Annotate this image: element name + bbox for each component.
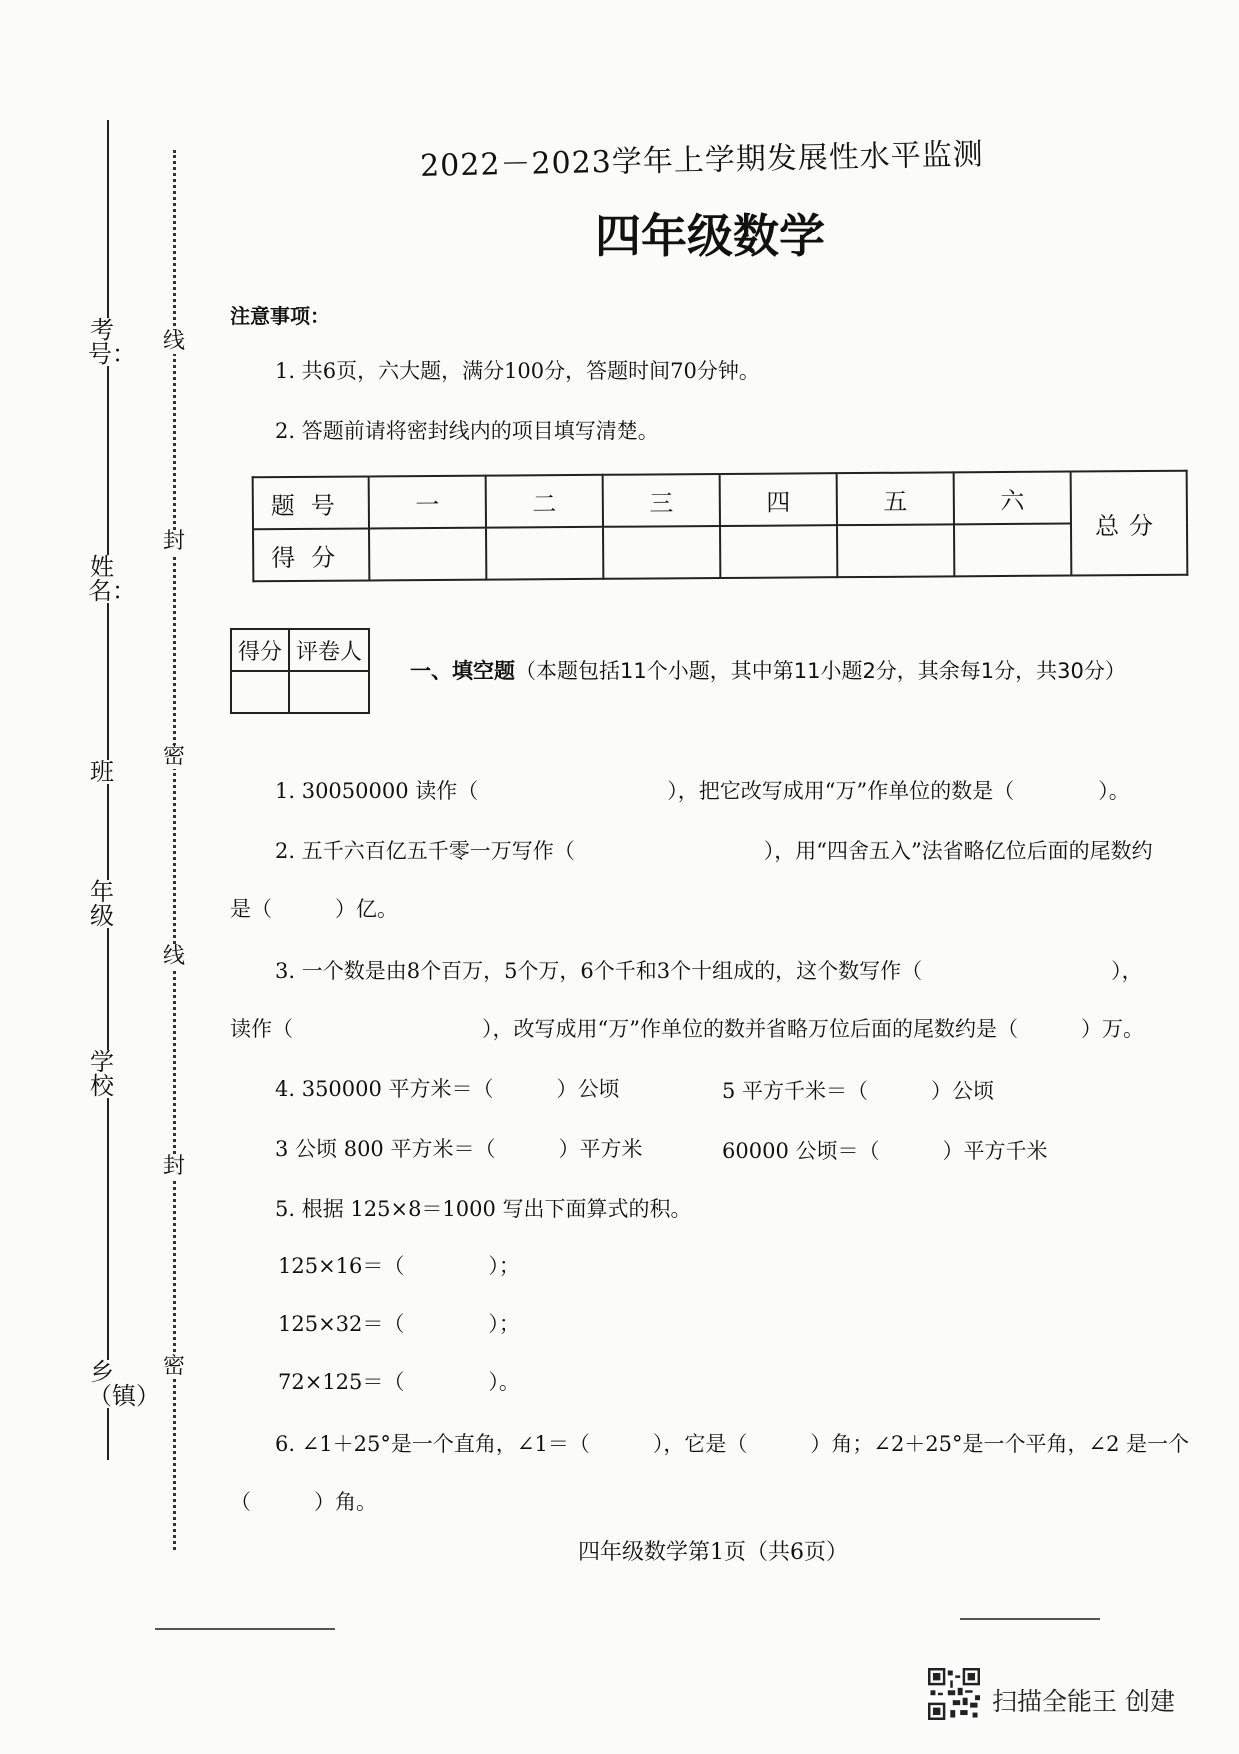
question-5: 5. 根据 125×8＝1000 写出下面算式的积。 (275, 1197, 692, 1221)
page-footer: 四年级数学第1页（共6页） (578, 1540, 848, 1565)
exam-no-label: 考号： (88, 316, 136, 368)
notice-item-1: 1. 共6页，六大题，满分100分，答题时间70分钟。 (275, 359, 760, 383)
question-4d: 60000 公顷＝（ ）平方千米 (722, 1139, 1048, 1163)
section-1-heading (410, 655, 1126, 685)
question-1: 1. 30050000 读作（ ），把它改写成用“万”作单位的数是（ ）。 (275, 779, 1130, 803)
question-3-line-2: 读作（ ），改写成用“万”作单位的数并省略万位后面的尾数约是（ ）万。 (230, 1017, 1144, 1041)
seal-secret-text-2: 密 (160, 1355, 188, 1379)
row-label-number: 题号 (253, 476, 369, 529)
score-cell-3[interactable] (603, 526, 720, 579)
grader-score-cell[interactable] (231, 671, 289, 713)
class-label: 班 (90, 758, 114, 786)
row-label-score: 得分 (253, 528, 369, 581)
seal-seal-text-2: 封 (160, 1155, 188, 1179)
col-5: 五 (837, 472, 954, 525)
question-6-line-1: 6. ∠1＋25°是一个直角，∠1＝（ ），它是（ ）角；∠2＋25°是一个平角，∠2 是一个 (275, 1432, 1190, 1456)
name-label: 姓名： (88, 553, 136, 605)
total-score-label: 总分 (1071, 471, 1188, 576)
grader-score-label: 得分 (231, 629, 289, 671)
bottom-rule-right (960, 1618, 1100, 1620)
seal-line-text-2: 线 (160, 945, 188, 969)
school-label: 学校 (90, 1048, 114, 1100)
qr-code-icon (928, 1668, 980, 1720)
question-4b: 5 平方千米＝（ ）公顷 (722, 1079, 995, 1103)
grader-name-cell[interactable] (289, 671, 369, 713)
town-label: 乡（镇） (88, 1358, 160, 1410)
question-5c: 72×125＝（ ）。 (278, 1370, 520, 1394)
col-2: 二 (486, 475, 603, 528)
section-1-desc: （本题包括11个小题，其中第11小题2分，其余每1分，共30分） (515, 659, 1126, 683)
bottom-rule-left (155, 1628, 335, 1630)
question-5a: 125×16＝（ ）； (278, 1254, 520, 1278)
question-3-line-1: 3. 一个数是由8个百万，5个万，6个千和3个十组成的，这个数写作（ ）， (275, 959, 1143, 983)
question-2-line-1: 2. 五千六百亿五千零一万写作（ ），用“四舍五入”法省略亿位后面的尾数约 (275, 839, 1153, 863)
score-cell-1[interactable] (369, 528, 486, 581)
score-cell-4[interactable] (720, 525, 837, 578)
subject-title: 四年级数学 (595, 209, 825, 263)
grade-label: 年级 (90, 878, 114, 930)
section-1-title: 一、填空题 (410, 659, 515, 683)
grader-name-label: 评卷人 (289, 629, 369, 671)
question-6-line-2: （ ）角。 (230, 1490, 377, 1514)
seal-seal-text: 封 (160, 530, 188, 554)
score-cell-2[interactable] (486, 527, 603, 580)
score-cell-5[interactable] (837, 524, 954, 577)
col-6: 六 (954, 472, 1071, 525)
grader-box (230, 628, 370, 714)
exam-title: 2022－2023学年上学期发展性水平监测 (419, 137, 985, 184)
question-4a: 4. 350000 平方米＝（ ）公顷 (275, 1077, 620, 1101)
notice-item-2: 2. 答题前请将密封线内的项目填写清楚。 (275, 419, 659, 443)
score-table (252, 470, 1189, 583)
seal-secret-text: 密 (160, 745, 188, 769)
scanner-watermark: 扫描全能王 创建 (992, 1687, 1175, 1716)
col-4: 四 (720, 473, 837, 526)
seal-line-text: 线 (160, 330, 188, 354)
col-3: 三 (603, 474, 720, 527)
question-2-line-2: 是（ ）亿。 (230, 897, 398, 921)
notice-heading: 注意事项： (230, 304, 330, 328)
question-4c: 3 公顷 800 平方米＝（ ）平方米 (275, 1137, 643, 1161)
seal-dotted-line (173, 150, 176, 1550)
score-cell-6[interactable] (954, 524, 1071, 577)
col-1: 一 (369, 476, 486, 529)
question-5b: 125×32＝（ ）； (278, 1312, 520, 1336)
